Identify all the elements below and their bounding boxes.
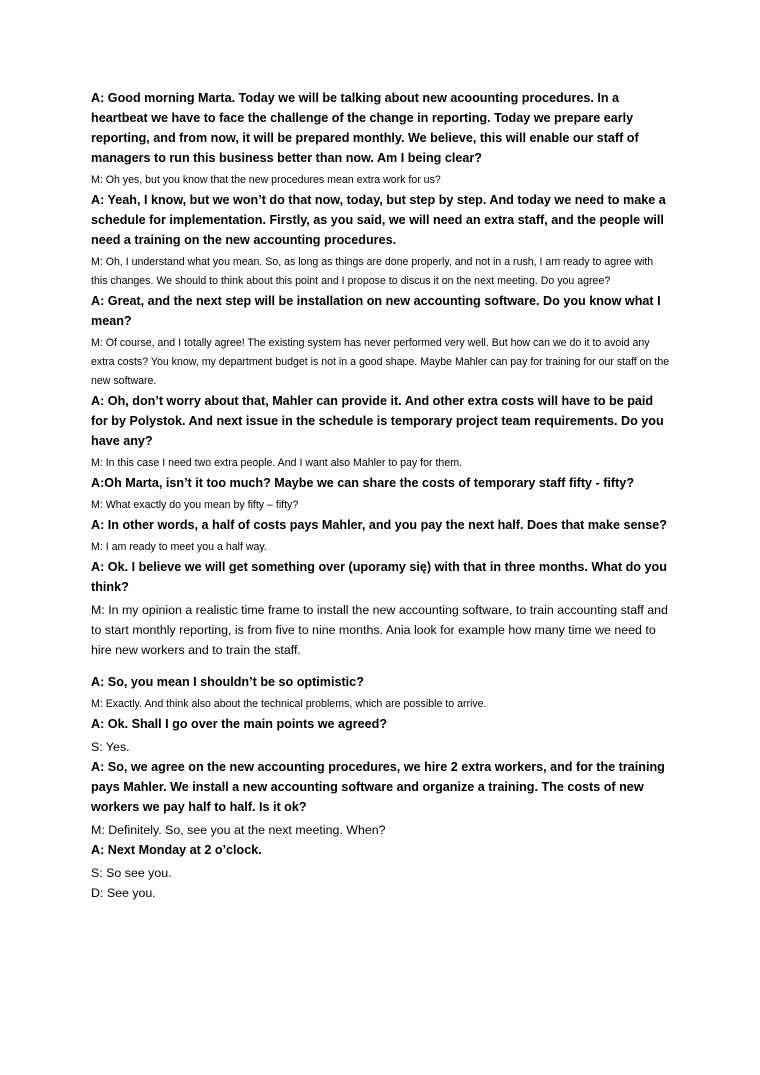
dialogue-line-a: A: Next Monday at 2 o’clock. [91, 843, 262, 857]
dialogue-line-a: A: So, we agree on the new accounting procedures, we hire 2 extra workers, and for the training pays Mahler. We install a new accounting software and organize a training. The costs of new workers we pay half to half. Is it ok? [91, 760, 665, 814]
dialogue-line-a: A: Yeah, I know, but we won’t do that now, today, but step by step. And today we need to make a schedule for implementation. Firstly, as you said, we will need an extra staff, and the people will need a training on the new accounting procedures. [91, 193, 666, 247]
dialogue-line-m: M: Definitely. So, see you at the next meeting. When? [91, 823, 386, 837]
dialogue-line-a: A: Good morning Marta. Today we will be talking about new acoounting procedures. In a heartbeat we have to face the challenge of the change in reporting. Today we prepare early reporting, and from now, it will be prepared monthly. We believe, this will enable our staff of managers to run this business better than now. Am I being clear? [91, 91, 639, 165]
dialogue-line-a: A: In other words, a half of costs pays Mahler, and you pay the next half. Does that make sense? [91, 518, 667, 532]
dialogue-line-a: A:Oh Marta, isn’t it too much? Maybe we can share the costs of temporary staff fifty - fifty? [91, 476, 635, 490]
dialogue-line-a: A: Great, and the next step will be installation on new accounting software. Do you know what I mean? [91, 294, 661, 328]
dialogue-line-m: M: What exactly do you mean by fifty – fifty? [91, 499, 299, 511]
dialogue-line-d: D: See you. [91, 886, 156, 900]
document-page [91, 88, 671, 903]
paragraph-gap [91, 660, 671, 672]
dialogue-line-m: M: In this case I need two extra people. And I want also Mahler to pay for them. [91, 457, 462, 469]
dialogue-line-a: A: Oh, don’t worry about that, Mahler can provide it. And other extra costs will have to be paid for by Polystok. And next issue in the schedule is temporary project team requirements. Do you have any? [91, 394, 664, 448]
dialogue-line-a: A: Ok. Shall I go over the main points we agreed? [91, 717, 388, 731]
dialogue-line-m: M: Oh, I understand what you mean. So, as long as things are done properly, and not in a rush, I am ready to agree with this changes. We should to think about this point and I propose to discus it on the next meeting. Do you agree? [91, 256, 654, 287]
dialogue-line-m: M: In my opinion a realistic time frame to install the new accounting software, to train accounting staff and to start monthly reporting, is from five to nine months. Ania look for example how many time we need to hire new workers and to train the staff. [91, 603, 668, 657]
dialogue-line-s: S: So see you. [91, 866, 172, 880]
dialogue-line-m: M: Oh yes, but you know that the new procedures mean extra work for us? [91, 174, 441, 186]
dialogue-line-a: A: Ok. I believe we will get something over (uporamy się) with that in three months. What do you think? [91, 560, 667, 594]
dialogue-line-m: M: Of course, and I totally agree! The existing system has never performed very well. But how can we do it to avoid any extra costs? You know, my department budget is not in a good shape. Maybe Mahler can pay for training for our staff on the new software. [91, 337, 670, 387]
dialogue-line-a: A: So, you mean I shouldn’t be so optimistic? [91, 675, 364, 689]
dialogue-line-m: M: I am ready to meet you a half way. [91, 541, 267, 553]
dialogue-line-m: M: Exactly. And think also about the technical problems, which are possible to arrive. [91, 698, 487, 710]
dialogue-line-s: S: Yes. [91, 740, 130, 754]
